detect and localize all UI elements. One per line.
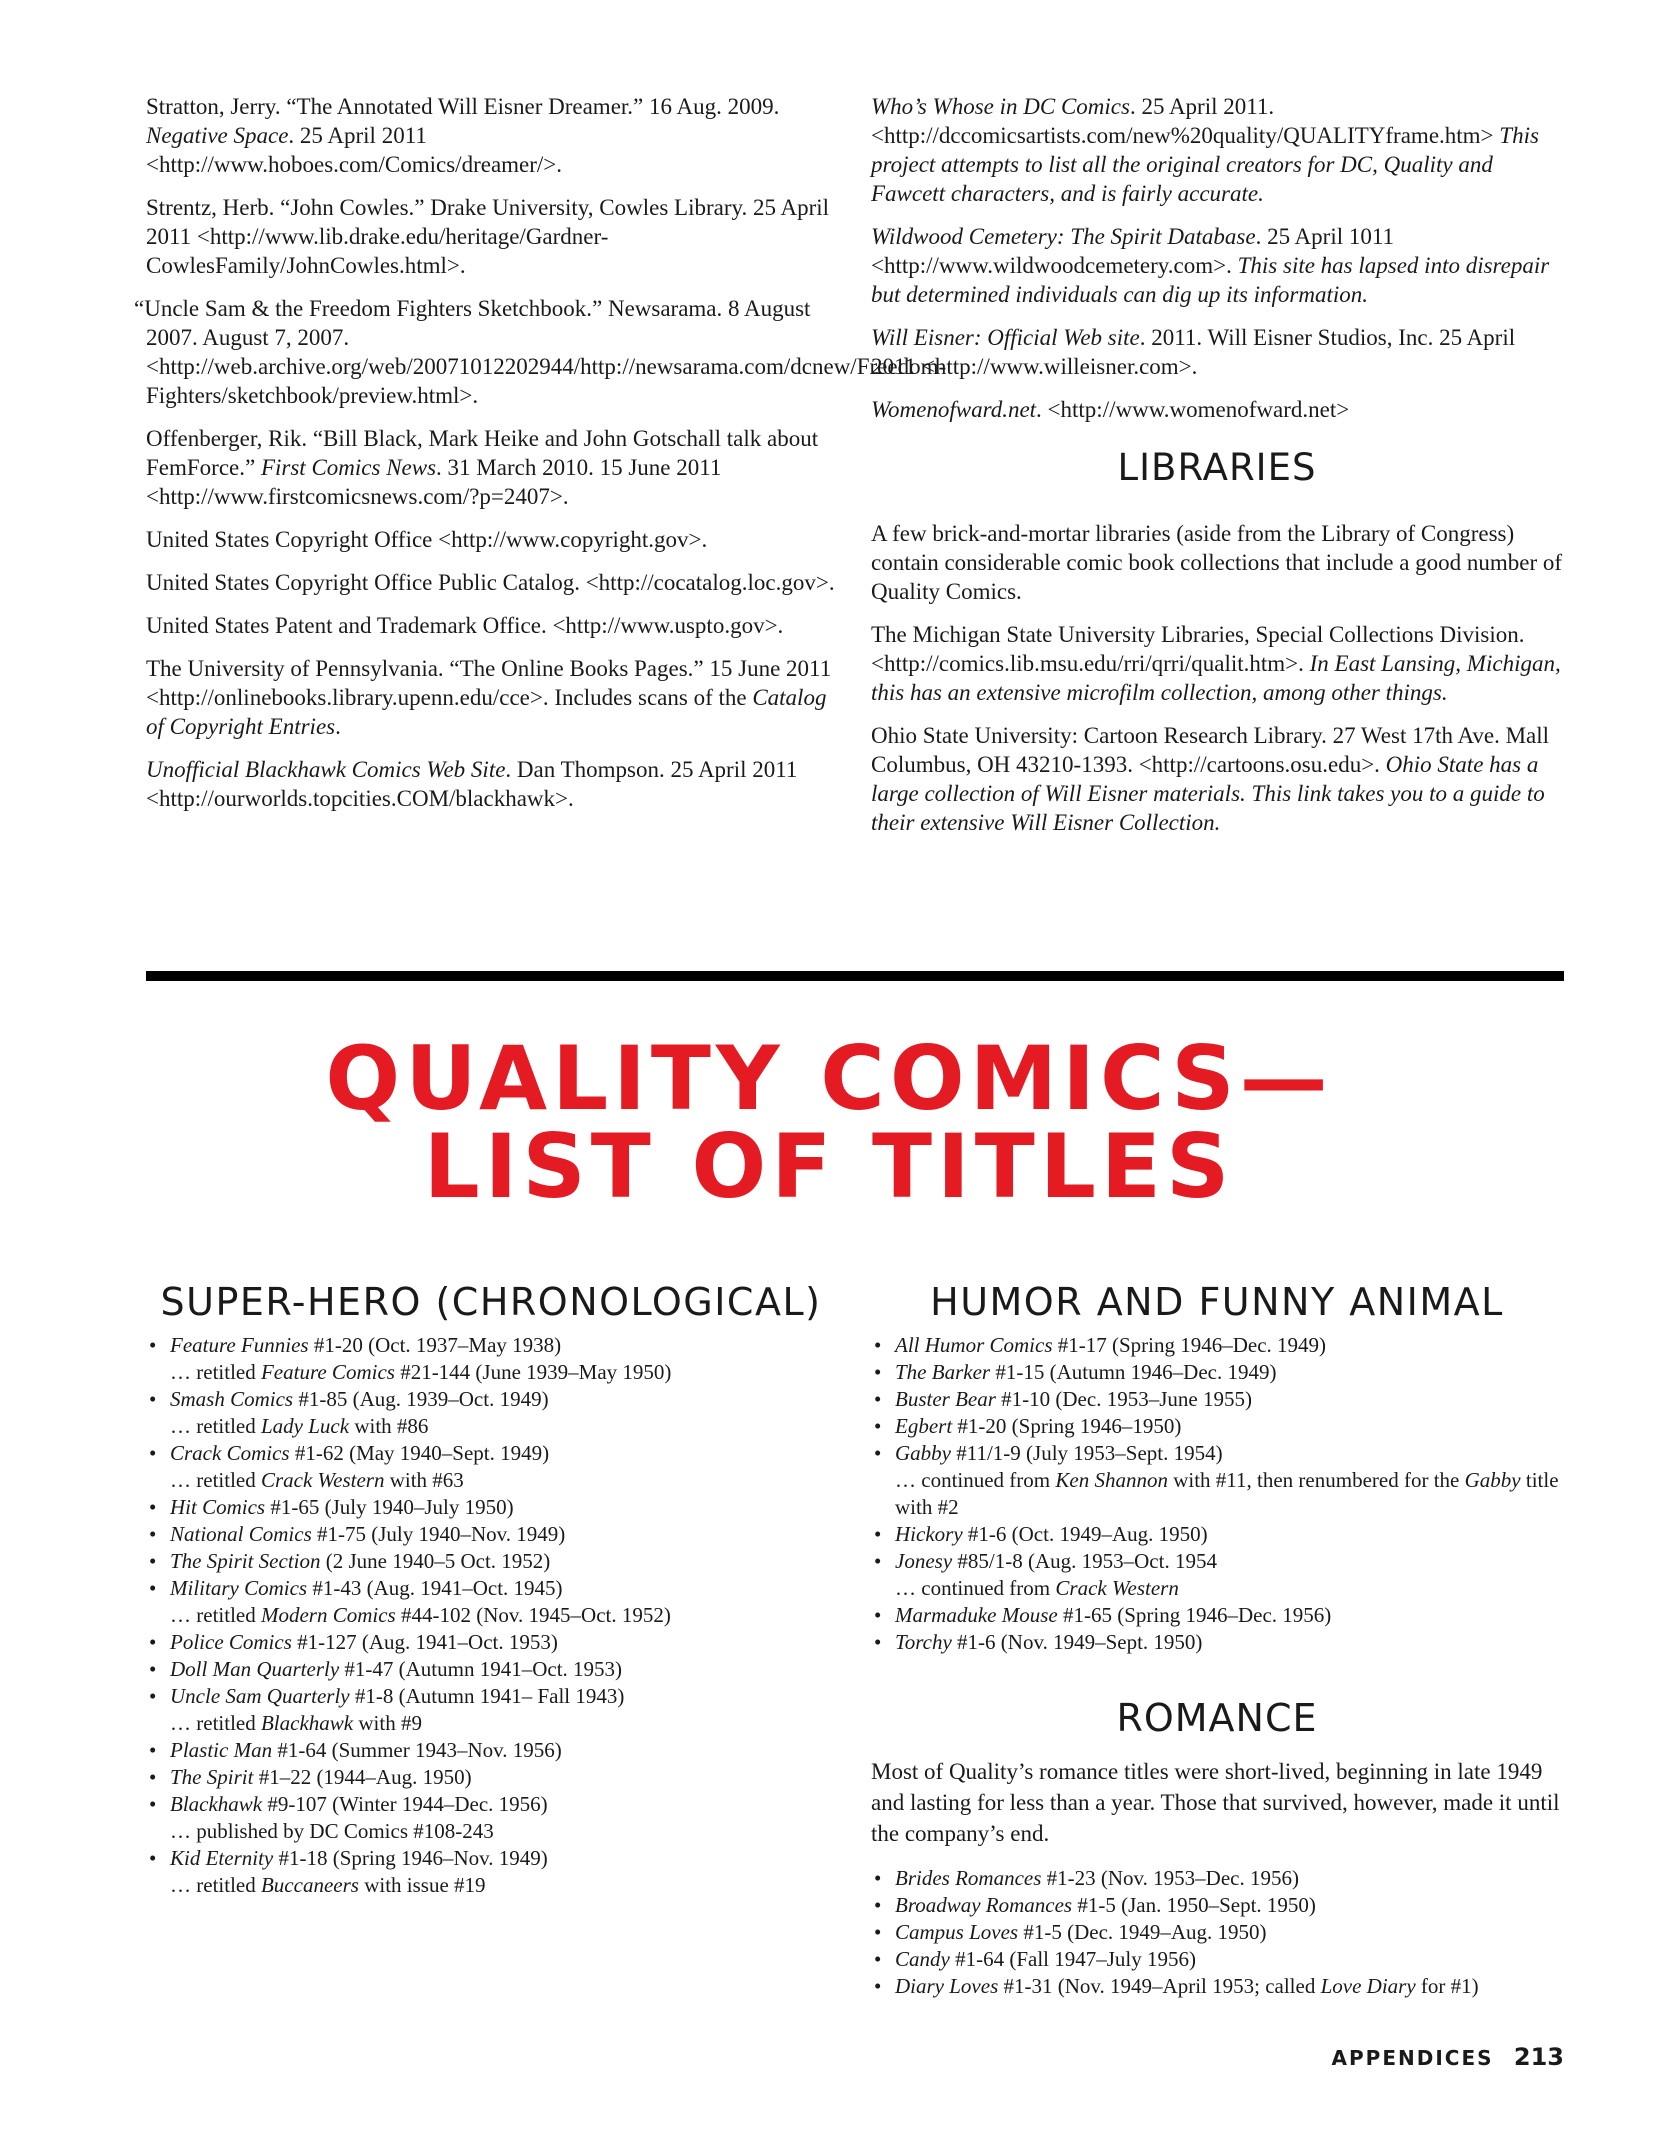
bibliography-entry: Strentz, Herb. “John Cowles.” Drake University, Cowles Library. 25 April 2011 <http://www.lib.drake.edu/heritage/Gardner-CowlesFamily/JohnCowles.html>. [146, 195, 830, 278]
list-item-note: … retitled Blackhawk with #9 [170, 1711, 422, 1735]
list-item: • Hit Comics #1-65 (July 1940–July 1950) [146, 1494, 836, 1521]
list-item: • Jonesy #85/1-8 (Aug. 1953–Oct. 1954 … continued from Crack Western [871, 1548, 1563, 1602]
list-item-note: … retitled Buccaneers with issue #19 [170, 1873, 486, 1897]
list-item: • Hickory #1-6 (Oct. 1949–Aug. 1950) [871, 1521, 1563, 1548]
list-item: • Blackhawk #9-107 (Winter 1944–Dec. 1956) … published by DC Comics #108-243 [146, 1791, 836, 1845]
list-item: • National Comics #1-75 (July 1940–Nov. 1949) [146, 1521, 836, 1548]
libraries-list [871, 519, 1563, 837]
list-item: • Torchy #1-6 (Nov. 1949–Sept. 1950) [871, 1629, 1563, 1656]
list-item-note: … published by DC Comics #108-243 [170, 1819, 494, 1843]
bibliography-entry: Offenberger, Rik. “Bill Black, Mark Heike and John Gotschall talk about FemForce.” First Comics News. 31 March 2010. 15 June 2011 <http://www.firstcomicsnews.com/?p=2407>. [146, 426, 819, 509]
bibliography-entry: Who’s Whose in DC Comics. 25 April 2011. <http://dccomicsartists.com/new%20quality/QUALITYframe.htm> This project attempts to list all the original creators for DC, Quality and Fawcett characters, and is fairly accurate. [871, 94, 1539, 206]
romance-intro-paragraph: Most of Quality’s romance titles were short-lived, beginning in late 1949 and lasting for less than a year. Those that survived, however, made it until the company’s end. [871, 1759, 1560, 1846]
humor-title-list [871, 1332, 1563, 1656]
heading-line-2: LIST OF TITLES [423, 1115, 1235, 1218]
list-item: • Feature Funnies #1-20 (Oct. 1937–May 1938) … retitled Feature Comics #21-144 (June 1939–May 1950) [146, 1332, 836, 1386]
list-item: • Smash Comics #1-85 (Aug. 1939–Oct. 1949) … retitled Lady Luck with #86 [146, 1386, 836, 1440]
bibliography-right-column [871, 92, 1563, 851]
list-of-titles-heading [300, 1027, 1358, 1218]
superhero-title-list [146, 1332, 836, 1899]
bibliography-entry: Will Eisner: Official Web site. 2011. Will Eisner Studios, Inc. 25 April 2011 <http://www.willeisner.com>. [871, 325, 1516, 379]
bibliography-entry: United States Patent and Trademark Office. <http://www.uspto.gov>. [146, 613, 784, 638]
bibliography-entry: “Uncle Sam & the Freedom Fighters Sketchbook.” Newsarama. 8 August 2007. August 7, 2007. <http://web.archive.org/web/20071012202944/http://newsarama.com/dcnew/Freedom-Fighters/sketchbook/preview.html>. [134, 296, 947, 408]
library-entry: A few brick-and-mortar libraries (aside from the Library of Congress) contain considerable comic book collections that include a good number of Quality Comics. [871, 521, 1563, 604]
list-item: • Uncle Sam Quarterly #1-8 (Autumn 1941– Fall 1943) … retitled Blackhawk with #9 [146, 1683, 836, 1737]
list-item: • Doll Man Quarterly #1-47 (Autumn 1941–Oct. 1953) [146, 1656, 836, 1683]
bibliography-left-column [134, 92, 947, 827]
list-item: • The Barker #1-15 (Autumn 1946–Dec. 1949) [871, 1359, 1563, 1386]
web-sources-list [871, 92, 1563, 424]
list-item: • Campus Loves #1-5 (Dec. 1949–Aug. 1950) [871, 1919, 1563, 1946]
list-item-note: … retitled Crack Western with #63 [170, 1468, 464, 1492]
list-item: • The Spirit Section (2 June 1940–5 Oct. 1952) [146, 1548, 836, 1575]
list-item: • Gabby #11/1-9 (July 1953–Sept. 1954) … continued from Ken Shannon with #11, then renumbered for the Gabby title with #2 [871, 1440, 1563, 1521]
list-item: • Brides Romances #1-23 (Nov. 1953–Dec. 1956) [871, 1865, 1563, 1892]
list-item: • Military Comics #1-43 (Aug. 1941–Oct. 1945) … retitled Modern Comics #44-102 (Nov. 1945–Oct. 1952) [146, 1575, 836, 1629]
list-item: • The Spirit #1–22 (1944–Aug. 1950) [146, 1764, 836, 1791]
heading-line-1: QUALITY COMICS— [325, 1027, 1333, 1130]
bibliography-entry: United States Copyright Office <http://www.copyright.gov>. [146, 527, 708, 552]
bibliography-entry: United States Copyright Office Public Catalog. <http://cocatalog.loc.gov>. [146, 570, 835, 595]
list-item: • Candy #1-64 (Fall 1947–July 1956) [871, 1946, 1563, 1973]
list-item: • Crack Comics #1-62 (May 1940–Sept. 1949) … retitled Crack Western with #63 [146, 1440, 836, 1494]
list-item: • Plastic Man #1-64 (Summer 1943–Nov. 1956) [146, 1737, 836, 1764]
romance-title-list [871, 1865, 1563, 2000]
list-item: • Marmaduke Mouse #1-65 (Spring 1946–Dec. 1956) [871, 1602, 1563, 1629]
superhero-column [146, 1280, 836, 1899]
list-item: • All Humor Comics #1-17 (Spring 1946–Dec. 1949) [871, 1332, 1563, 1359]
library-entry: Ohio State University: Cartoon Research Library. 27 West 17th Ave. Mall Columbus, OH 43210-1393. <http://cartoons.osu.edu>. Ohio State has a large collection of Will Eisner materials. This link takes you to a guide to their extensive Will Eisner Collection. [871, 723, 1550, 835]
list-item: • Police Comics #1-127 (Aug. 1941–Oct. 1953) [146, 1629, 836, 1656]
bibliography-entry: The University of Pennsylvania. “The Online Books Pages.” 15 June 2011 <http://onlinebooks.library.upenn.edu/cce>. Includes scans of the Catalog of Copyright Entries. [146, 656, 832, 739]
page-footer [1332, 2043, 1564, 2071]
romance-heading: ROMANCE [1116, 1696, 1318, 1740]
library-entry: The Michigan State University Libraries, Special Collections Division. <http://comics.lib.msu.edu/rri/qrri/qualit.htm>. In East Lansing, Michigan, this has an extensive microfilm collection, among other things. [871, 622, 1561, 705]
list-item-note: … continued from Crack Western [895, 1576, 1179, 1600]
list-item-note: … retitled Lady Luck with #86 [170, 1414, 429, 1438]
list-item: • Buster Bear #1-10 (Dec. 1953–June 1955) [871, 1386, 1563, 1413]
list-item-note: … continued from Ken Shannon with #11, then renumbered for the Gabby title with #2 [895, 1468, 1559, 1519]
bibliography-entry: Womenofward.net. <http://www.womenofward.net> [871, 397, 1350, 422]
list-item: • Egbert #1-20 (Spring 1946–1950) [871, 1413, 1563, 1440]
list-item: • Kid Eternity #1-18 (Spring 1946–Nov. 1949) … retitled Buccaneers with issue #19 [146, 1845, 836, 1899]
superhero-heading: SUPER-HERO (CHRONOLOGICAL) [160, 1280, 822, 1324]
libraries-heading: LIBRARIES [1117, 446, 1317, 489]
section-divider-rule [146, 971, 1564, 981]
bibliography-entry: Wildwood Cemetery: The Spirit Database. 25 April 1011 <http://www.wildwoodcemetery.com>. This site has lapsed into disrepair but determined individuals can dig up its information. [871, 224, 1550, 307]
page-number: 213 [1513, 2043, 1564, 2071]
list-item: • Broadway Romances #1-5 (Jan. 1950–Sept. 1950) [871, 1892, 1563, 1919]
list-item-note: … retitled Feature Comics #21-144 (June 1939–May 1950) [170, 1360, 672, 1384]
humor-heading: HUMOR AND FUNNY ANIMAL [930, 1280, 1504, 1324]
list-item: • Diary Loves #1-31 (Nov. 1949–April 1953; called Love Diary for #1) [871, 1973, 1563, 2000]
section-label: APPENDICES [1331, 2046, 1494, 2070]
bibliography-entry: Unofficial Blackhawk Comics Web Site. Dan Thompson. 25 April 2011 <http://ourworlds.topcities.COM/blackhawk>. [146, 757, 798, 811]
list-item-note: … retitled Modern Comics #44-102 (Nov. 1945–Oct. 1952) [170, 1603, 671, 1627]
humor-romance-column [871, 1280, 1563, 2000]
bibliography-entry: Stratton, Jerry. “The Annotated Will Eisner Dreamer.” 16 Aug. 2009. Negative Space. 25 April 2011 <http://www.hoboes.com/Comics/dreamer/>. [146, 94, 780, 177]
